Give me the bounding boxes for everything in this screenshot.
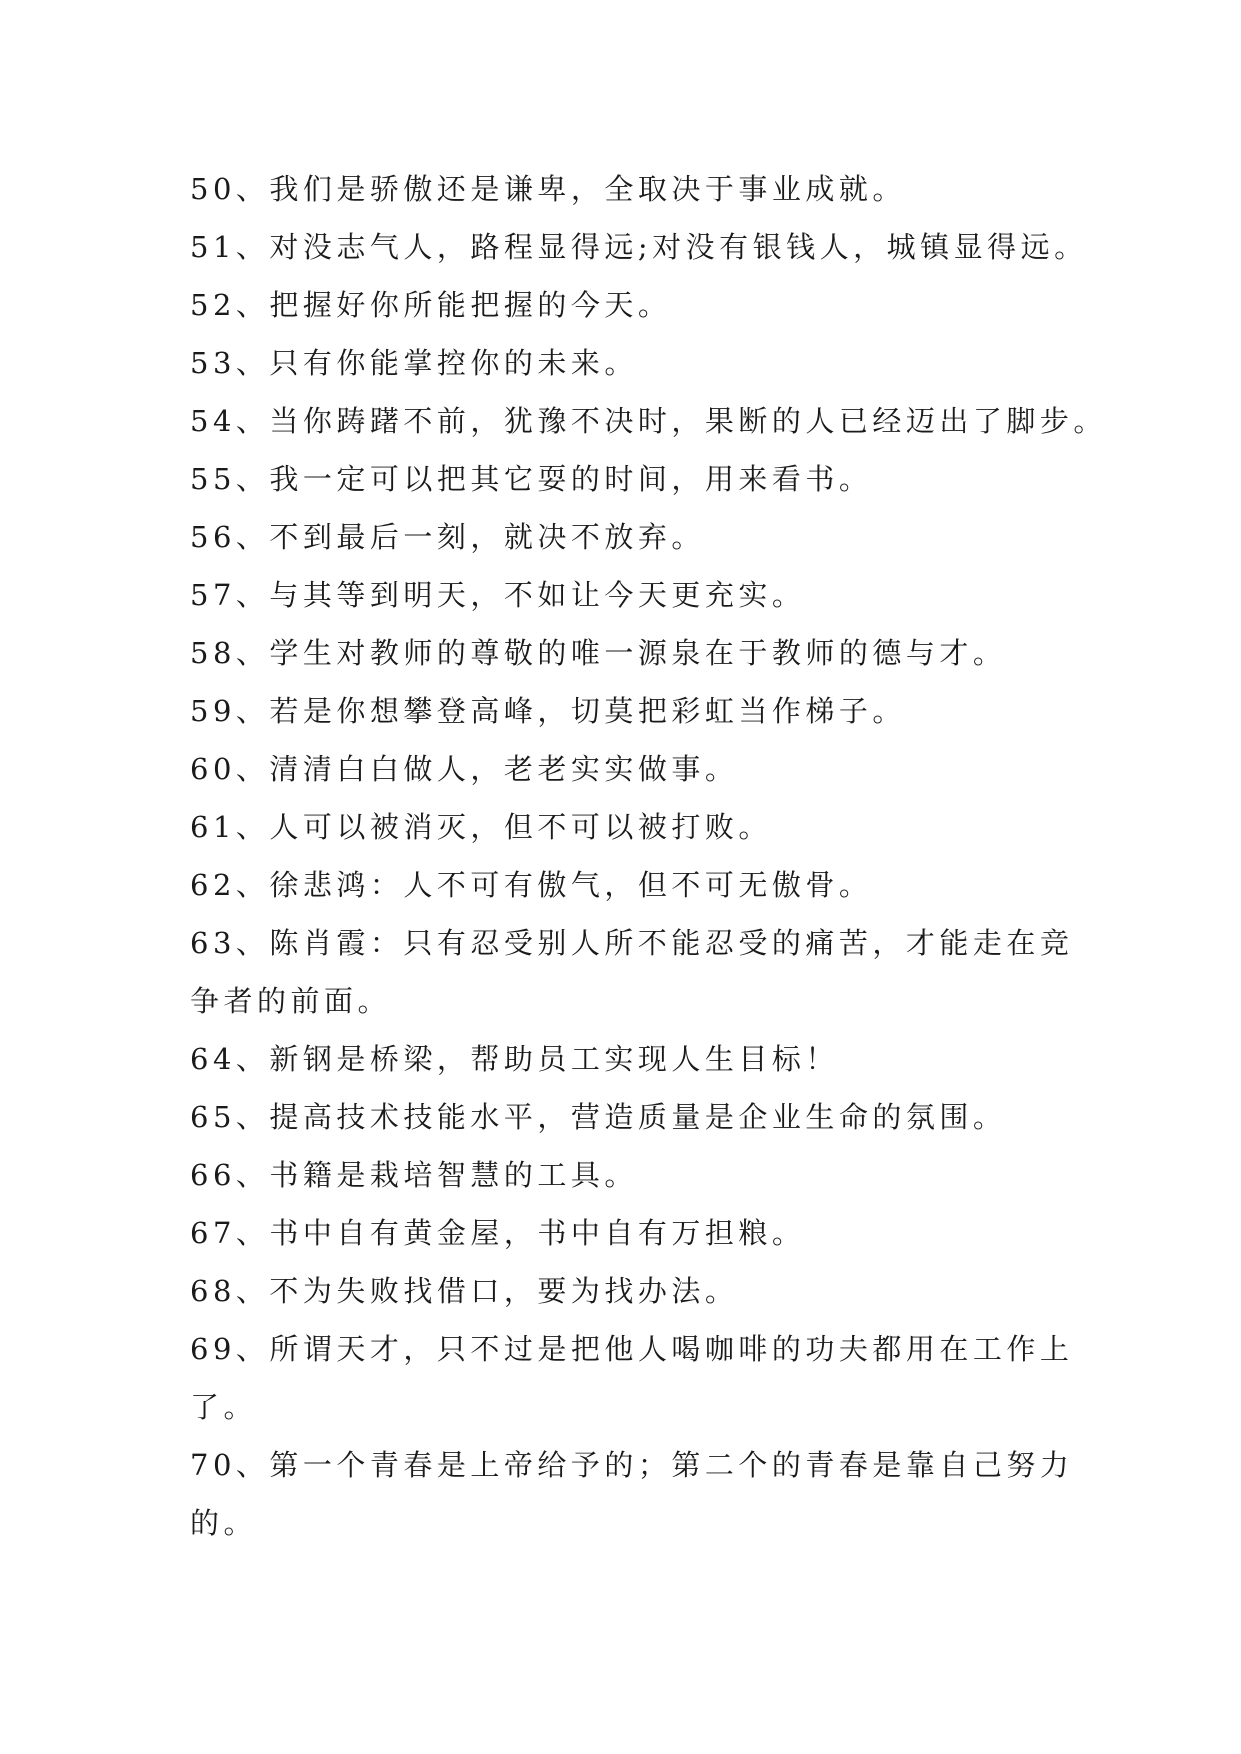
- text-line: 64、新钢是桥梁，帮助员工实现人生目标！: [190, 1042, 839, 1076]
- text-line: 69、所谓天才，只不过是把他人喝咖啡的功夫都用在工作上: [190, 1332, 1074, 1366]
- text-line: 63、陈肖霞：只有忍受别人所不能忍受的痛苦，才能走在竞: [190, 926, 1074, 960]
- text-line: 59、若是你想攀登高峰，切莫把彩虹当作梯子。: [190, 694, 906, 728]
- text-line: 了。: [190, 1390, 258, 1424]
- text-line: 62、徐悲鸿：人不可有傲气，但不可无傲骨。: [190, 868, 873, 902]
- text-line: 70、第一个青春是上帝给予的；第二个的青春是靠自己努力: [190, 1448, 1074, 1482]
- text-line: 67、书中自有黄金屋，书中自有万担粮。: [190, 1216, 806, 1250]
- text-line: 65、提高技术技能水平，营造质量是企业生命的氛围。: [190, 1100, 1007, 1134]
- text-line: 61、人可以被消灭，但不可以被打败。: [190, 810, 772, 844]
- text-line: 54、当你踌躇不前，犹豫不决时，果断的人已经迈出了脚步。: [190, 404, 1107, 438]
- text-line: 的。: [190, 1506, 258, 1540]
- text-line: 55、我一定可以把其它耍的时间，用来看书。: [190, 462, 873, 496]
- text-line: 50、我们是骄傲还是谦卑，全取决于事业成就。: [190, 172, 906, 206]
- text-line: 58、学生对教师的尊敬的唯一源泉在于教师的德与才。: [190, 636, 1007, 670]
- text-line: 57、与其等到明天，不如让今天更充实。: [190, 578, 806, 612]
- text-line: 66、书籍是栽培智慧的工具。: [190, 1158, 638, 1192]
- document-page: [190, 160, 1107, 1552]
- text-line: 56、不到最后一刻，就决不放弃。: [190, 520, 705, 554]
- text-line: 68、不为失败找借口，要为找办法。: [190, 1274, 739, 1308]
- text-line: 争者的前面。: [190, 984, 392, 1018]
- text-line: 53、只有你能掌控你的未来。: [190, 346, 638, 380]
- text-line: 52、把握好你所能把握的今天。: [190, 288, 672, 322]
- text-line: 51、对没志气人，路程显得远;对没有银钱人，城镇显得远。: [190, 230, 1088, 264]
- text-line: 60、清清白白做人，老老实实做事。: [190, 752, 739, 786]
